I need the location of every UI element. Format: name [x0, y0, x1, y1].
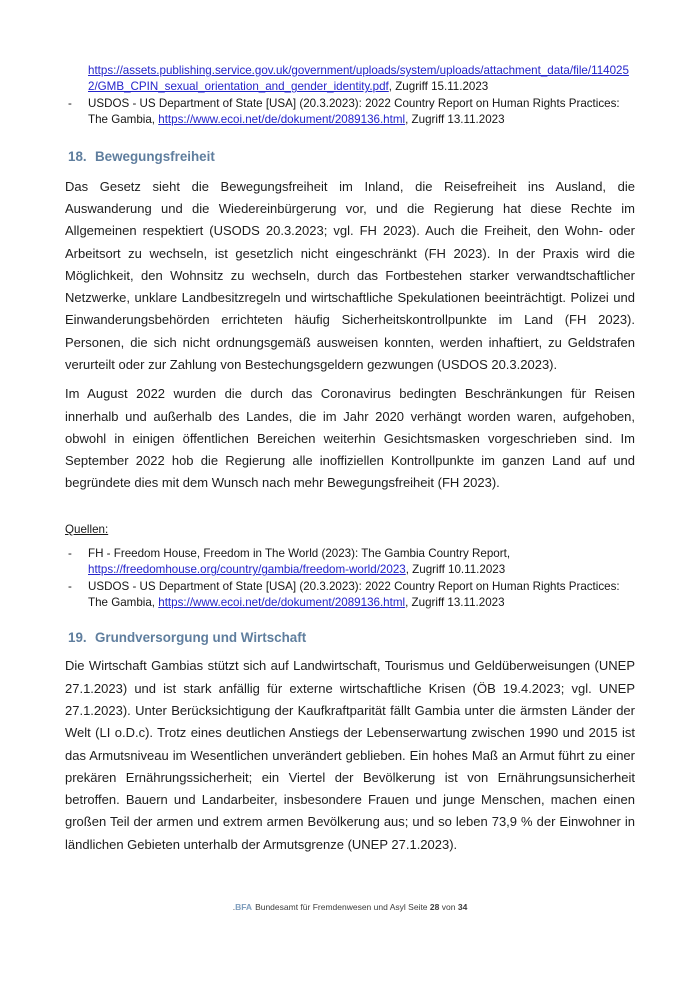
source-list-section18: [65, 546, 635, 612]
paragraph: Die Wirtschaft Gambias stützt sich auf Landwirtschaft, Tourismus und Geldüberweisungen (UNEP 27.1.2023) und ist stark anfällig für externe wirtschaftliche Krisen (ÖB 19.4.2023; vgl. UNEP 27.1.2023). Unter Berücksichtigung der Kaufkraftparität fällt Gambia unter die ärmsten Länder der Welt (LI o.D.c). Trotz eines deutlichen Anstiegs der Lebenserwartung zwischen 1990 und 2015 ist das Armutsniveau im Wesentlichen unverändert geblieben. Ein hohes Maß an Armut führt zu einer prekären Ernährungssicherheit; ein Viertel der Bevölkerung ist von Ernährungsunsicherheit betroffen. Bauern und Landarbeiter, insbesondere Frauen und junge Menschen, machen einen großen Teil der armen und extrem armen Bevölkerung aus; und so leben 73,9 % der Einwohner in ländlichen Gebieten unterhalb der Armutsgrenze (UNEP 27.1.2023).: [65, 658, 635, 852]
list-item: [65, 96, 635, 129]
section-18-heading: [65, 148, 635, 166]
section-number: 19.: [68, 630, 87, 646]
list-item: [65, 546, 635, 579]
list-bullet: -: [68, 546, 72, 560]
page-footer: [0, 901, 700, 913]
source-access-date: , Zugriff 13.11.2023: [405, 113, 505, 127]
list-bullet: -: [68, 579, 72, 593]
bfa-logo-dot: .: [232, 902, 236, 912]
section-19-heading: [65, 629, 635, 647]
footer-page-total: 34: [457, 902, 468, 912]
source-link[interactable]: https://www.ecoi.net/de/dokument/2089136.html: [158, 596, 406, 609]
list-bullet: -: [68, 96, 72, 110]
bfa-logo: BFA: [235, 902, 253, 912]
sources-label: Quellen:: [65, 522, 109, 536]
source-link[interactable]: https://assets.publishing.service.gov.uk/government/uploads/system/uploads/attachment_data/file/1140252/GMB_CPIN_sexual_orientation_and_gender_identity.pdf: [88, 64, 629, 94]
source-text: USDOS - US Department of State [USA] (20.3.2023): 2022 Country Report on Human Rights Practices: The Gambia,: [88, 579, 620, 609]
source-access-date: , Zugriff 10.11.2023: [405, 563, 506, 577]
source-list-top: [65, 63, 635, 129]
source-text: FH - Freedom House, Freedom in The World (2023): The Gambia Country Report,: [88, 546, 511, 560]
list-item: [65, 63, 635, 96]
list-item: [65, 579, 635, 612]
source-access-date: , Zugriff 13.11.2023: [405, 596, 505, 609]
section-title: Grundversorgung und Wirtschaft: [95, 630, 307, 646]
source-link[interactable]: https://freedomhouse.org/country/gambia/freedom-world/2023: [88, 563, 406, 577]
source-text: USDOS - US Department of State [USA] (20.3.2023): 2022 Country Report on Human Rights Practices: The Gambia,: [88, 96, 620, 127]
paragraph: Im August 2022 wurden die durch das Coronavirus bedingten Beschränkungen für Reisen innerhalb und außerhalb des Landes, die im Jahr 2020 verhängt worden waren, aufgehoben, obwohl in einigen öffentlichen Bereichen weiterhin Gesichtsmasken vorgeschrieben sind. Im September 2022 hob die Regierung alle inoffiziellen Kontrollpunkte im ganzen Land auf und begründete dies mit dem Wunsch nach mehr Bewegungsfreiheit (FH 2023).: [65, 386, 635, 491]
section-title: Bewegungsfreiheit: [95, 148, 215, 164]
footer-of-label: von: [441, 902, 456, 912]
footer-page-current: 28: [429, 902, 440, 912]
footer-page-label: Seite: [408, 902, 428, 912]
section-number: 18.: [68, 148, 87, 164]
footer-org: Bundesamt für Fremdenwesen und Asyl: [255, 902, 406, 912]
paragraph: Das Gesetz sieht die Bewegungsfreiheit im Inland, die Reisefreiheit ins Ausland, die Auswanderung und die Wiedereinbürgerung vor, und die Regierung hat diese Rechte im Allgemeinen respektiert (USODS 20.3.2023; vgl. FH 2023). Auch die Freiheit, den Wohn- oder Arbeitsort zu wechseln, ist gesetzlich nicht eingeschränkt (FH 2023). In der Praxis wird die Möglichkeit, den Wohnsitz zu wechseln, durch das Fortbestehen starker verwandtschaftlicher Netzwerke, unklare Landbesitzregeln und wirtschaftliche Spekulationen beeinträchtigt. Polizei und Einwanderungsbehörden errichteten häufig Sicherheitskontrollpunkte im Land (FH 2023). Personen, die sich nicht ordnungsgemäß ausweisen konnten, werden inhaftiert, zu Geldstrafen verurteilt oder zur Zahlung von Bestechungsgeldern gezwungen (USDOS 20.3.2023).: [65, 178, 635, 372]
source-access-date: , Zugriff 15.11.2023: [388, 80, 489, 94]
source-link[interactable]: https://www.ecoi.net/de/dokument/2089136.html: [158, 113, 406, 127]
